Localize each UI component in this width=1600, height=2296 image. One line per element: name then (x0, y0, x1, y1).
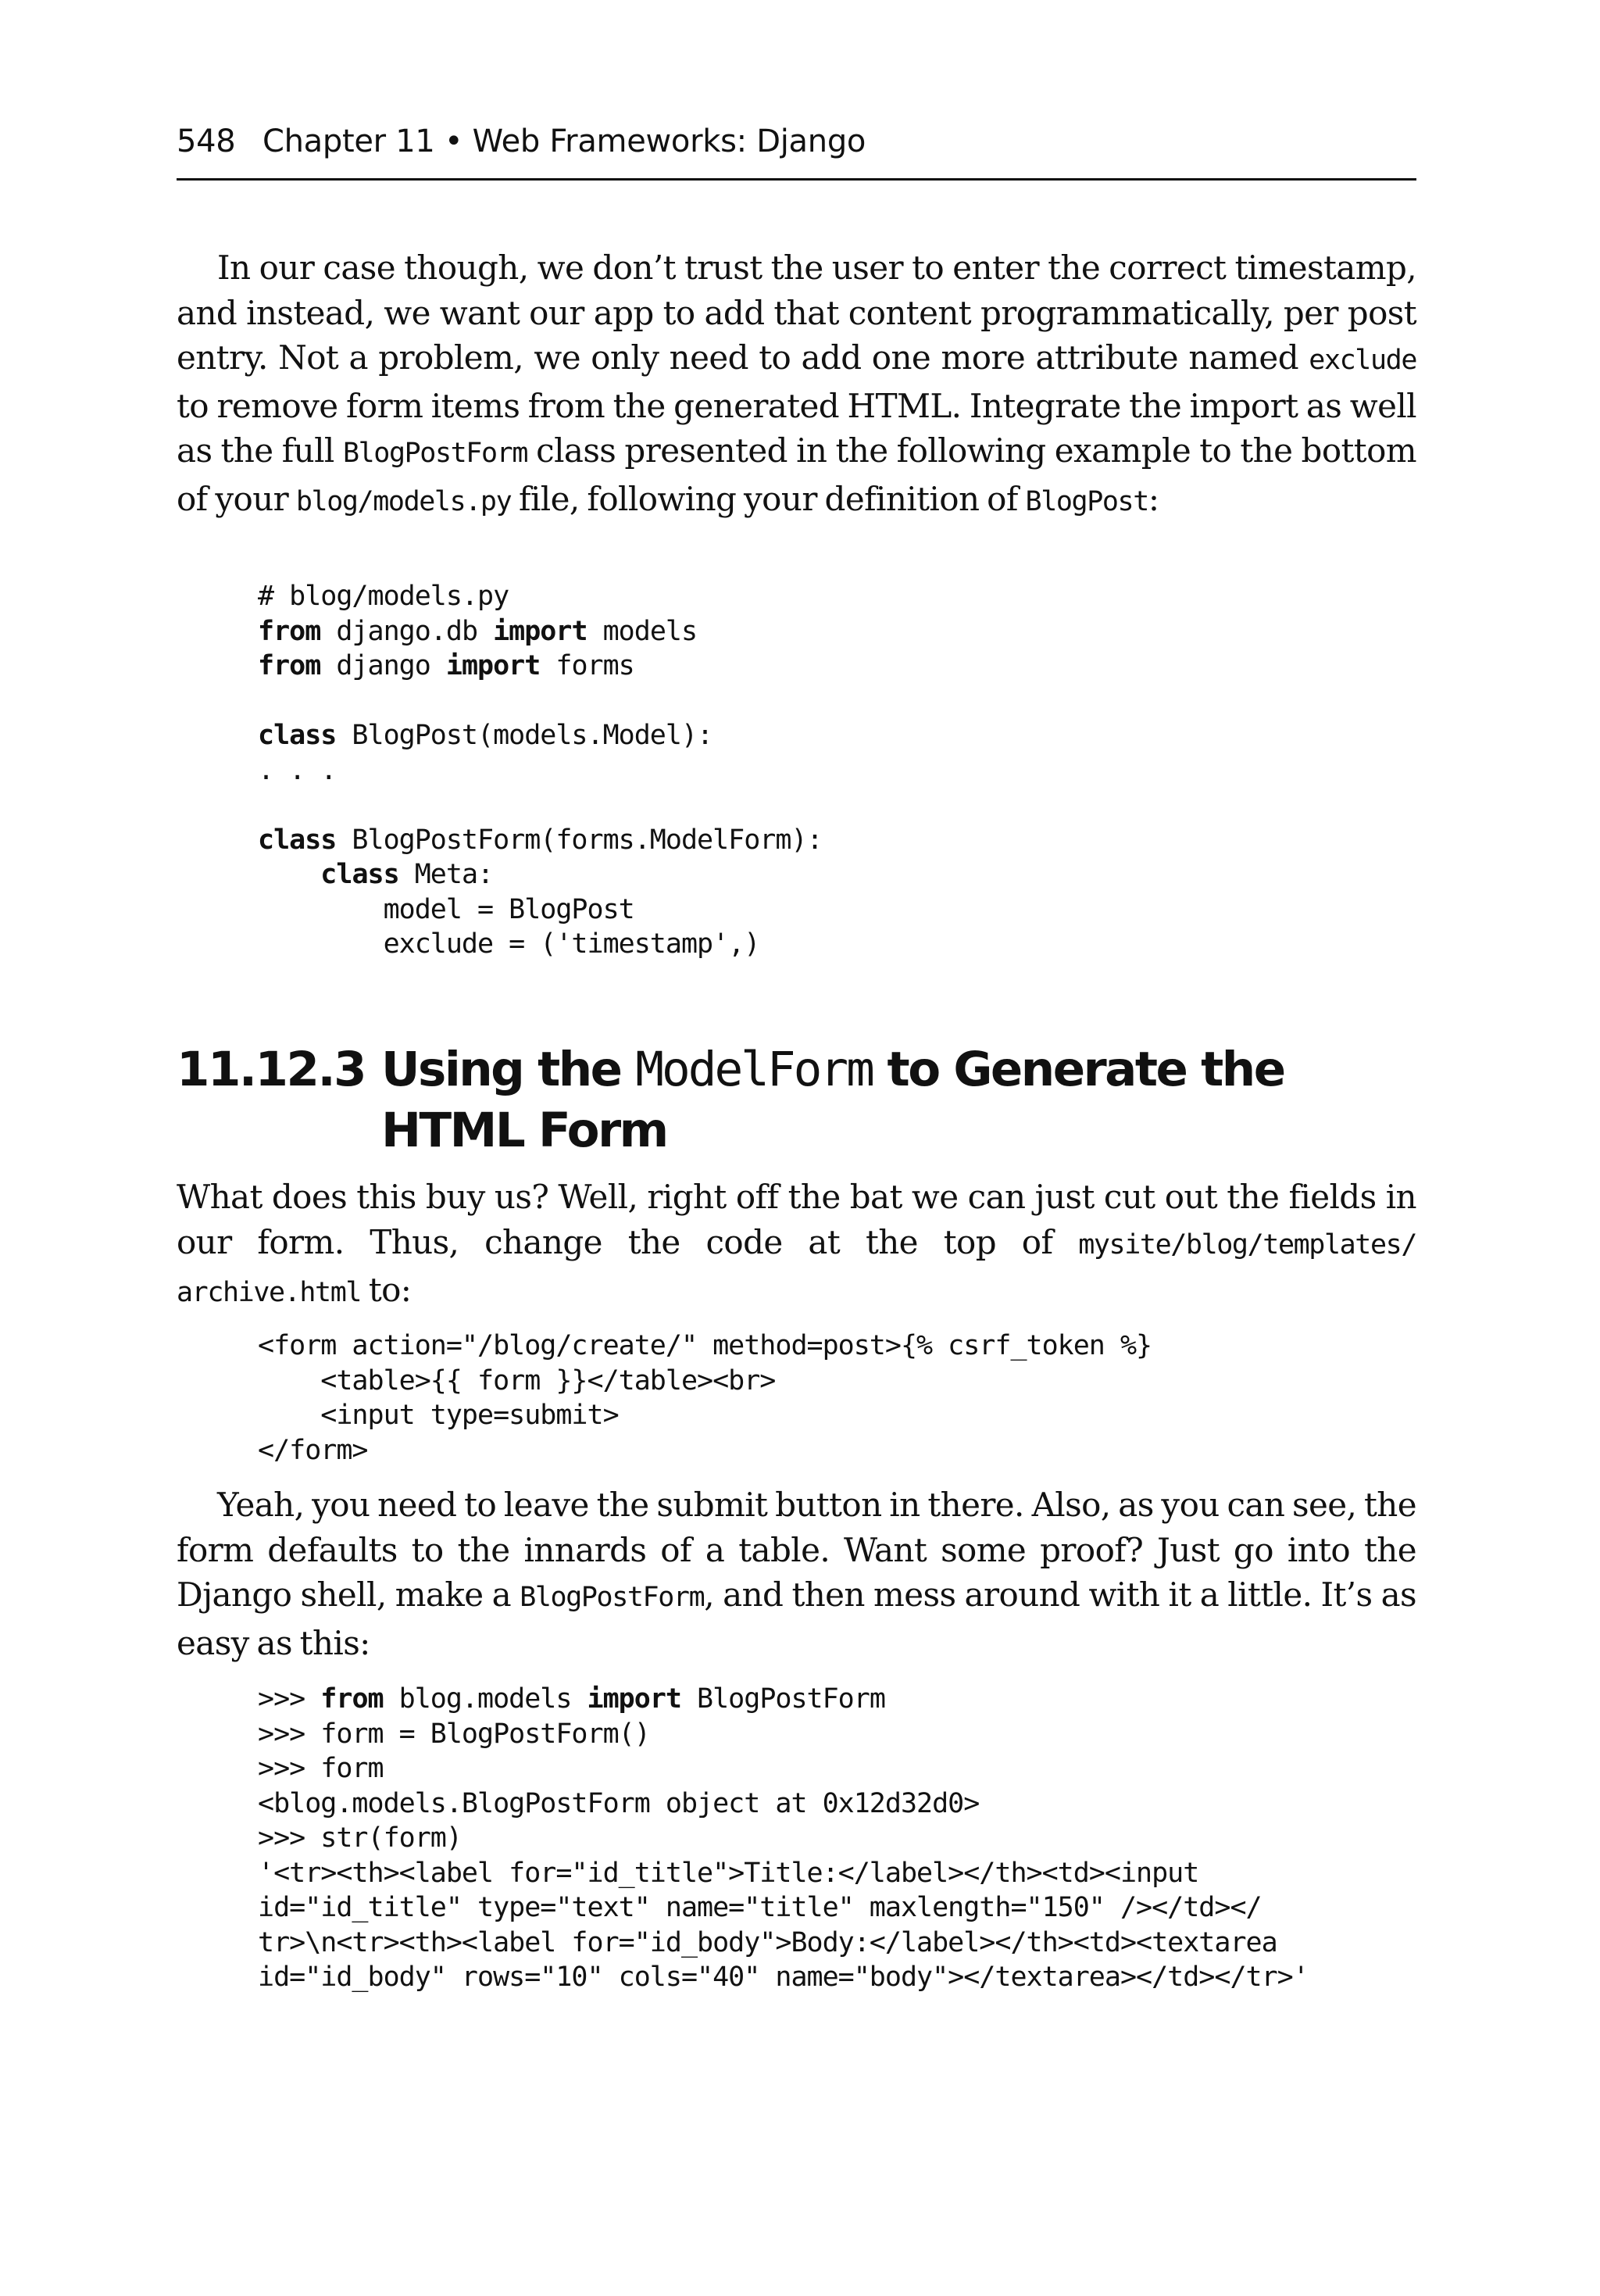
code-line (258, 753, 823, 789)
paragraph-submit-button (177, 1482, 1416, 1665)
chapter-title: Chapter 11 • Web Frameworks: Django (262, 123, 866, 159)
code-line (258, 1751, 1309, 1786)
code-line (258, 1682, 1309, 1717)
code-text: models (587, 615, 698, 647)
code-line (258, 892, 823, 928)
code-line (258, 649, 823, 684)
code-line (258, 1398, 1152, 1433)
section-title-part: to Generate the (872, 1042, 1284, 1097)
code-keyword: class (320, 859, 399, 890)
code-text: . . . (258, 754, 337, 786)
paragraph-text: Yeah, you need to leave the submit button in there. Also, as you can see, the form defaults to the innards of a table. Want some proof? Just go into the Django shell, make a (177, 1486, 1416, 1614)
code-text: id="id_title" type="text" name="title" maxlength="150" /></td></ (258, 1892, 1262, 1923)
code-keyword: from (258, 615, 321, 647)
code-line (258, 1433, 1152, 1468)
code-keyword: import (493, 615, 588, 647)
paragraph-text: file, following your definition of (511, 479, 1026, 518)
code-block-shell-session (258, 1682, 1309, 1995)
section-title-line2: HTML Form (381, 1103, 667, 1158)
code-line (258, 1821, 1309, 1856)
inline-code: mysite/blog/templates/ archive.html (177, 1228, 1416, 1308)
section-number: 11.12.3 (177, 1042, 366, 1097)
running-head (177, 123, 866, 159)
code-keyword: from (320, 1683, 384, 1715)
code-keyword: from (258, 650, 321, 681)
code-text: >>> form = BlogPostForm() (258, 1718, 650, 1750)
code-text: django (320, 650, 446, 681)
code-line (258, 1717, 1309, 1752)
code-block-form-template (258, 1329, 1152, 1468)
code-block-models (258, 579, 823, 962)
code-line (258, 788, 823, 823)
inline-code: BlogPost (1025, 485, 1148, 517)
code-line (258, 1960, 1309, 1995)
paragraph-text: : (1148, 479, 1159, 518)
code-text: >>> form (258, 1753, 384, 1784)
code-text: id="id_body" rows="10" cols="40" name="body"></textarea></td></tr>' (258, 1962, 1309, 1993)
code-text: >>> (258, 1683, 321, 1715)
paragraph-text: to: (361, 1271, 412, 1309)
code-text: <form action="/blog/create/" method=post>{% csrf_token %} (258, 1330, 1152, 1361)
code-text: forms (540, 650, 634, 681)
paragraph-text: What does this buy us? Well, right off the bat we can just cut out the fields in our form. Thus, change the code at the top of (177, 1178, 1416, 1261)
header-rule (177, 178, 1416, 181)
code-keyword: class (258, 720, 337, 751)
code-line (258, 1926, 1309, 1961)
code-text: model = BlogPost (258, 893, 634, 925)
inline-code: BlogPostForm (342, 438, 527, 469)
code-line (258, 718, 823, 753)
code-line (258, 614, 823, 649)
code-line (258, 857, 823, 892)
section-heading (177, 1039, 1284, 1161)
code-keyword: import (587, 1683, 681, 1715)
paragraph-text: In our case though, we don’t trust the user to enter the correct timestamp, and instead, we want our app to add that content programmatically, per post entry. Not a problem, we only need to add one more attribute named (177, 249, 1416, 377)
code-line (258, 1329, 1152, 1364)
code-text: >>> str(form) (258, 1822, 462, 1854)
code-line (258, 1856, 1309, 1891)
code-line (258, 1890, 1309, 1926)
book-page (177, 0, 1416, 2296)
section-title-code: ModelForm (635, 1042, 873, 1097)
code-line (258, 1364, 1152, 1399)
code-line (258, 1786, 1309, 1822)
code-text: BlogPostForm (680, 1683, 885, 1715)
inline-code: BlogPostForm (520, 1582, 705, 1613)
paragraph-text: class presented in the following example to the bottom of your (177, 431, 1416, 518)
code-text: Meta: (398, 859, 494, 890)
code-text: exclude = ('timestamp',) (258, 928, 760, 960)
code-keyword: class (258, 824, 337, 856)
intro-paragraph (177, 245, 1416, 524)
code-text: django.db (320, 615, 494, 647)
code-line (258, 823, 823, 858)
code-line (258, 579, 823, 614)
code-text: '<tr><th><label for="id_title">Title:</label></th><td><input (258, 1857, 1199, 1889)
code-text: tr>\n<tr><th><label for="id_body">Body:</label></th><td><textarea (258, 1926, 1277, 1958)
page-number: 548 (177, 123, 236, 159)
code-text: # blog/models.py (258, 581, 509, 612)
code-text: BlogPost(models.Model): (336, 720, 713, 751)
paragraph-what-does-this-buy (177, 1175, 1416, 1316)
code-text: <blog.models.BlogPostForm object at 0x12d32d0> (258, 1787, 980, 1819)
code-text (258, 859, 320, 890)
code-keyword: import (445, 650, 541, 681)
code-line (258, 684, 823, 719)
paragraph-text: to remove form items from the generated HTML. Integrate the import as well as the full (177, 386, 1416, 470)
inline-code: blog/models.py (295, 485, 512, 517)
code-text: <input type=submit> (258, 1400, 619, 1431)
code-line (258, 927, 823, 962)
inline-code: exclude (1309, 345, 1416, 376)
code-text: <table>{{ form }}</table><br> (258, 1364, 776, 1397)
section-title-part: Using the (381, 1042, 636, 1097)
code-text: blog.models (383, 1683, 588, 1715)
paragraph-text: , and then mess around with it a little. It’s as easy as this: (177, 1575, 1416, 1662)
code-text: BlogPostForm(forms.ModelForm): (336, 824, 823, 856)
code-text: </form> (258, 1434, 368, 1466)
